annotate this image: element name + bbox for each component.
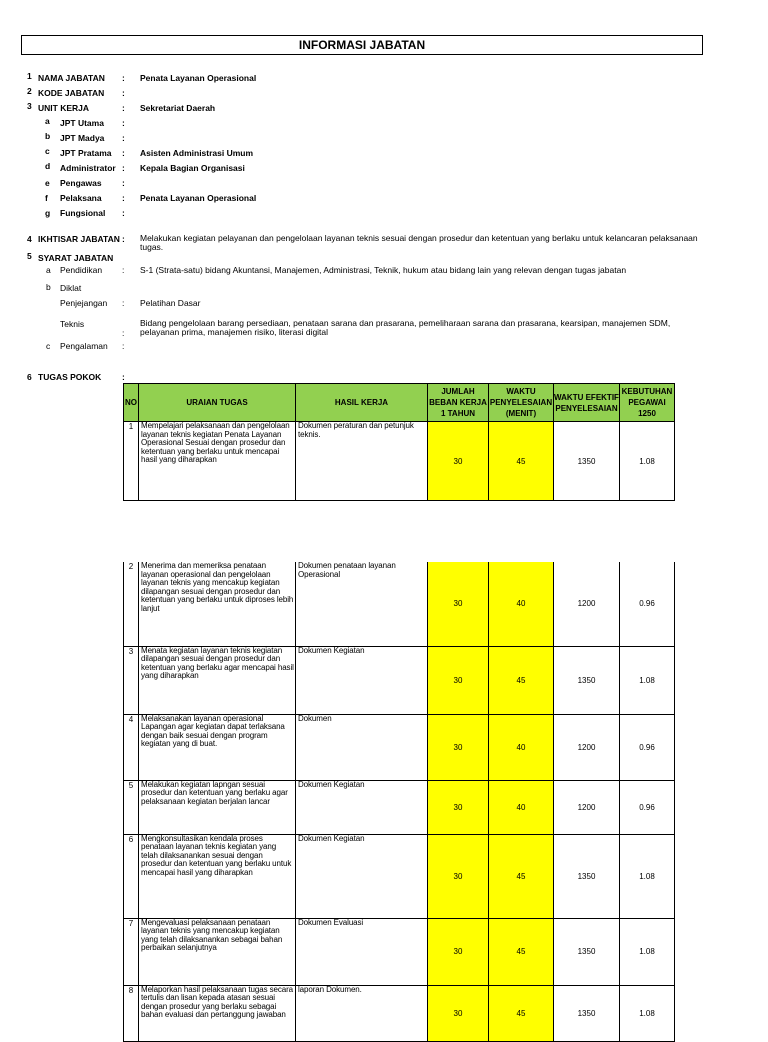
table-row — [124, 422, 675, 501]
row-jumlah: 30 — [428, 646, 489, 714]
row-jumlah: 30 — [428, 918, 489, 985]
row-uraian: Menata kegiatan layanan teknis kegiatan dilapangan sesuai dengan prosedur dan ketentuan yang berlaku agar mencapai hasil yang diharapkan — [139, 646, 296, 714]
pendidikan-value: S-1 (Strata-satu) bidang Akuntansi, Manajemen, Administrasi, Teknik, hukum atau bidang lain yang relevan dengan tugas jabatan — [140, 265, 627, 275]
row-no: 4 — [124, 714, 139, 780]
row-waktu: 45 — [489, 646, 554, 714]
sub-label: Administrator — [60, 163, 116, 173]
header-efektif: WAKTU EFEKTIF PENYELESAIAN — [554, 384, 620, 422]
colon: : — [122, 163, 125, 173]
unit-kerja-label: UNIT KERJA — [38, 103, 90, 113]
sub-value: Penata Layanan Operasional — [140, 193, 257, 203]
colon: : — [122, 298, 125, 308]
row-efektif: 1350 — [554, 646, 620, 714]
row-kebutuhan: 1.08 — [620, 918, 675, 985]
row-efektif: 1200 — [554, 714, 620, 780]
item-number: 5 — [27, 251, 32, 261]
row-hasil: Dokumen Kegiatan — [296, 646, 428, 714]
row-no: 6 — [124, 834, 139, 918]
row-uraian: Mengevaluasi pelaksanaan penataan layanan teknis yang mencakup kegiatan yang telah dilaksanankan sebagai bahan perbaikan selanjutnya — [139, 918, 296, 985]
row-uraian: Melakukan kegiatan lapngan sesuai prosedur dan ketentuan yang berlaku agar pelaksanaan kegiatan berjalan lancar — [139, 780, 296, 834]
row-uraian: Mempelajari pelaksanaan dan pengelolaan layanan teknis kegiatan Penata Layanan Operasional Sesuai dengan prosedur dan ketentuan yang berlaku untuk mencapai hasil yang diharapkan — [139, 422, 296, 501]
row-hasil: Dokumen penataan layanan Operasional — [296, 562, 428, 646]
row-uraian: Melaksanakan layanan operasional Lapangan agar kegiatan dapat terlaksana dengan baik sesuai dengan program kegiatan yang di buat. — [139, 714, 296, 780]
sub-letter: g — [45, 208, 51, 218]
table-row — [124, 562, 675, 646]
row-uraian: Mengkonsultasikan kendala proses penataan layanan teknis kegiatan yang telah dilaksanankan sesuai dengan prosedur dan ketentuan yang berlaku untuk mencapai hasil yang diharapkan — [139, 834, 296, 918]
row-no: 7 — [124, 918, 139, 985]
sub-label: Pelaksana — [60, 193, 102, 203]
sub-label: Fungsional — [60, 208, 106, 218]
tasks-table-header-part — [123, 383, 675, 501]
colon: : — [122, 118, 125, 128]
row-kebutuhan: 1.08 — [620, 646, 675, 714]
row-jumlah: 30 — [428, 985, 489, 1041]
colon: : — [122, 372, 125, 382]
item-number: 1 — [27, 71, 32, 81]
row-jumlah: 30 — [428, 422, 489, 501]
penjenjangan-value: Pelatihan Dasar — [140, 298, 201, 308]
teknis-label: Teknis — [60, 319, 85, 329]
header-waktu: WAKTU PENYELESAIAN (MENIT) — [489, 384, 554, 422]
sub-value: Asisten Administrasi Umum — [140, 148, 254, 158]
item-number: 2 — [27, 86, 32, 96]
item-number: 4 — [27, 234, 32, 244]
row-waktu: 45 — [489, 422, 554, 501]
syarat-label: SYARAT JABATAN — [38, 253, 114, 263]
ikhtisar-label: IKHTISAR JABATAN — [38, 234, 120, 244]
colon: : — [122, 88, 125, 98]
pengalaman-label: Pengalaman — [60, 341, 108, 351]
row-jumlah: 30 — [428, 714, 489, 780]
sub-label: JPT Utama — [60, 118, 104, 128]
row-kebutuhan: 1.08 — [620, 422, 675, 501]
colon: : — [122, 193, 125, 203]
row-no: 5 — [124, 780, 139, 834]
colon: : — [122, 178, 125, 188]
sub-letter: a — [45, 116, 50, 126]
row-efektif: 1350 — [554, 834, 620, 918]
table-row — [124, 985, 675, 1041]
penjenjangan-label: Penjejangan — [60, 298, 108, 308]
row-uraian: Menerima dan memeriksa penataan layanan operasional dan pengelolaan layanan teknis yang mencakup kegiatan dilapangan sesuai dengan prosedur dan ketentuan yang berlaku untuk diproses lebih lanjut — [139, 562, 296, 646]
row-efektif: 1350 — [554, 918, 620, 985]
row-efektif: 1200 — [554, 562, 620, 646]
row-hasil: Dokumen Evaluasi — [296, 918, 428, 985]
sub-letter: b — [46, 282, 51, 292]
sub-letter: a — [46, 265, 51, 275]
colon: : — [122, 103, 125, 113]
row-no: 8 — [124, 985, 139, 1041]
row-no: 1 — [124, 422, 139, 501]
ikhtisar-value: Melakukan kegiatan pelayanan dan pengelolaan layanan teknis sesuai dengan prosedur dan ketentuan yang berlaku untuk kelancaran pelaksanaan tugas. — [140, 233, 698, 252]
row-kebutuhan: 1.08 — [620, 834, 675, 918]
colon: : — [122, 133, 125, 143]
row-efektif: 1200 — [554, 780, 620, 834]
sub-letter: c — [46, 341, 51, 351]
header-jumlah: JUMLAH BEBAN KERJA 1 TAHUN — [428, 384, 489, 422]
tugas-label: TUGAS POKOK — [38, 372, 102, 382]
sub-letter: f — [45, 193, 48, 203]
tasks-table-continued — [123, 562, 675, 1042]
colon: : — [122, 234, 125, 244]
sub-letter: c — [45, 146, 50, 156]
nama-jabatan-label: NAMA JABATAN — [38, 73, 105, 83]
diklat-label: Diklat — [60, 283, 82, 293]
header-no: NO — [124, 384, 139, 422]
row-waktu: 40 — [489, 562, 554, 646]
item-number: 6 — [27, 372, 32, 382]
nama-jabatan-value: Penata Layanan Operasional — [140, 73, 257, 83]
row-kebutuhan: 1.08 — [620, 985, 675, 1041]
colon: : — [122, 208, 125, 218]
table-row — [124, 714, 675, 780]
row-waktu: 45 — [489, 918, 554, 985]
unit-kerja-value: Sekretariat Daerah — [140, 103, 216, 113]
sub-letter: d — [45, 161, 51, 171]
row-no: 2 — [124, 562, 139, 646]
row-hasil: Dokumen peraturan dan petunjuk teknis. — [296, 422, 428, 501]
row-hasil: Dokumen Kegiatan — [296, 834, 428, 918]
row-waktu: 40 — [489, 780, 554, 834]
item-number: 3 — [27, 101, 32, 111]
row-hasil: laporan Dokumen. — [296, 985, 428, 1041]
row-jumlah: 30 — [428, 834, 489, 918]
sub-label: JPT Pratama — [60, 148, 112, 158]
table-row — [124, 780, 675, 834]
table-row — [124, 834, 675, 918]
row-no: 3 — [124, 646, 139, 714]
sub-label: JPT Madya — [60, 133, 105, 143]
pendidikan-label: Pendidikan — [60, 265, 103, 275]
row-waktu: 40 — [489, 714, 554, 780]
header-kebutuhan: KEBUTUHAN PEGAWAI 1250 — [620, 384, 675, 422]
kode-jabatan-label: KODE JABATAN — [38, 88, 105, 98]
table-row — [124, 918, 675, 985]
row-hasil: Dokumen — [296, 714, 428, 780]
colon: : — [122, 73, 125, 83]
row-jumlah: 30 — [428, 562, 489, 646]
sub-label: Pengawas — [60, 178, 102, 188]
colon: : — [122, 265, 125, 275]
row-kebutuhan: 0.96 — [620, 562, 675, 646]
colon: : — [122, 148, 125, 158]
sub-value: Kepala Bagian Organisasi — [140, 163, 245, 173]
row-efektif: 1350 — [554, 422, 620, 501]
row-kebutuhan: 0.96 — [620, 780, 675, 834]
row-efektif: 1350 — [554, 985, 620, 1041]
sub-letter: b — [45, 131, 51, 141]
page-title: INFORMASI JABATAN — [21, 35, 703, 55]
table-header-row — [124, 384, 675, 422]
colon: : — [122, 328, 125, 338]
row-waktu: 45 — [489, 834, 554, 918]
sub-letter: e — [45, 178, 50, 188]
row-uraian: Melaporkan hasil pelaksanaan tugas secara tertulis dan lisan kepada atasan sesuai dengan prosedur yang berlaku sebagai bahan evaluasi dan pertanggung jawaban — [139, 985, 296, 1041]
row-kebutuhan: 0.96 — [620, 714, 675, 780]
colon: : — [122, 341, 125, 351]
header-uraian: URAIAN TUGAS — [139, 384, 296, 422]
header-hasil: HASIL KERJA — [296, 384, 428, 422]
row-waktu: 45 — [489, 985, 554, 1041]
table-row — [124, 646, 675, 714]
row-jumlah: 30 — [428, 780, 489, 834]
teknis-value: Bidang pengelolaan barang persediaan, penataan sarana dan prasarana, pemeliharaan sarana dan prasarana, kearsipan, manajemen SDM, pelayanan prima, manajemen risiko, literasi digital — [140, 318, 671, 337]
row-hasil: Dokumen Kegiatan — [296, 780, 428, 834]
